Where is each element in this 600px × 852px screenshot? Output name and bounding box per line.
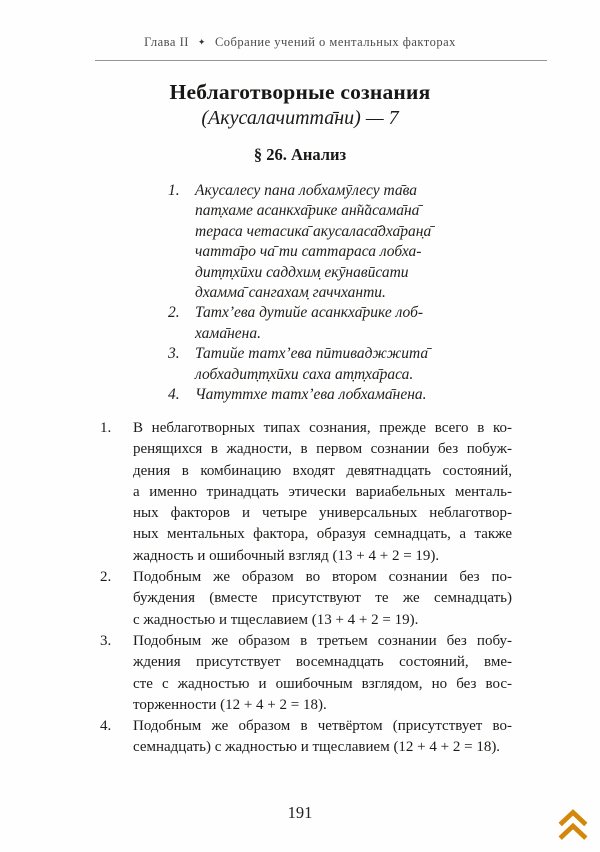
pali-line: тераса четасика̄ акусаласа̄дха̄ран̣а̄	[195, 222, 432, 240]
analysis-line: Подобным же образом во втором сознании без по-	[133, 569, 512, 586]
pali-line: Татийе татх’ева пӣтиваджжита̄	[195, 345, 429, 363]
pali-line: Акусалесу пана лобхамӯлесу та̄ва	[195, 182, 418, 199]
analysis-line: с жадностью и тщеславием (13 + 4 + 2 = 19).	[133, 611, 419, 628]
analysis-line: Подобным же образом в четвёртом (присутствует во-	[133, 718, 512, 735]
pali-line: хама̄нена.	[195, 324, 261, 342]
analysis-item-text	[133, 418, 512, 567]
list-number: 2.	[168, 304, 180, 322]
analysis-item-2	[100, 567, 512, 631]
analysis-line: ных ментальных фактора, образуя семнадцать, а также	[133, 526, 512, 543]
analysis-line: сте с жадностью и ошибочным взглядом, но без вос-	[133, 675, 512, 692]
pali-line: дхамма̄ сангахам̣ гаччханти.	[195, 284, 386, 302]
running-header	[0, 35, 600, 50]
chapter-label: Глава II	[144, 35, 189, 49]
analysis-line: семнадцать) с жадностью и тщеславием (12 + 4 + 2 = 18).	[133, 739, 501, 756]
list-number: 1.	[168, 182, 180, 199]
page-number: 191	[287, 803, 313, 822]
pali-item-2	[168, 303, 450, 344]
pali-line: пат̣хаме асанкха̄рике ан̃н̃асама̄на̄	[195, 202, 420, 220]
analysis-line: дения в комбинацию входят девятнадцать состояний,	[133, 462, 512, 479]
scroll-to-top-button[interactable]	[551, 804, 595, 848]
analysis-list	[100, 418, 512, 759]
analysis-line: ренящихся в жадности, в первом сознании без побуж-	[133, 441, 512, 458]
header-rule-divider	[95, 60, 547, 61]
list-number: 1.	[100, 420, 112, 436]
analysis-line: ных факторов и четыре универсальных неблаготвор-	[133, 505, 512, 522]
pali-item-text	[195, 181, 450, 303]
analysis-line: торженности (12 + 4 + 2 = 18).	[133, 696, 327, 713]
list-number: 3.	[168, 345, 180, 363]
analysis-line: В неблаготворных типах сознания, прежде всего в ко-	[133, 420, 512, 436]
analysis-item-3	[100, 631, 512, 716]
pali-line: лобхадит̣т̣хӣхи саха ат̣т̣ха̄раса.	[195, 365, 414, 383]
pali-line: дит̣т̣хӣхи саддхим̣ екӯнавӣсати	[195, 263, 409, 281]
pali-line: чатта̄ро ча̄ ти саттараса лобха-	[195, 243, 422, 261]
pali-item-3	[168, 344, 450, 385]
page-title: Неблаготворные сознания	[169, 80, 431, 104]
analysis-line: жадность и ошибочный взгляд (13 + 4 + 2 = 19).	[133, 547, 440, 564]
pali-item-4	[168, 385, 450, 405]
analysis-line: ждения присутствует восемнадцать состояний, вме-	[133, 654, 512, 671]
list-number: 4.	[168, 386, 180, 404]
analysis-item-text	[133, 716, 512, 759]
pali-line: Чатуттхе татх’ева лобхама̄нена.	[195, 386, 427, 404]
analysis-item-text	[133, 567, 512, 631]
analysis-item-4	[100, 716, 512, 759]
pali-item-text	[195, 385, 450, 405]
section-heading: § 26. Анализ	[253, 145, 347, 164]
analysis-item-1	[100, 418, 512, 567]
chapter-title: Собрание учений о ментальных факторах	[214, 35, 456, 49]
chevron-double-up-icon	[551, 804, 595, 848]
pali-quote-list	[168, 181, 450, 405]
analysis-item-text	[133, 631, 512, 716]
analysis-line: а именно тринадцать этически вариабельных менталь-	[133, 483, 512, 500]
analysis-line: буждения (вместе присутствуют те же семнадцать)	[133, 590, 512, 607]
pali-item-text	[195, 303, 450, 344]
list-number: 4.	[100, 718, 112, 735]
pali-item-1	[168, 181, 450, 303]
page-subtitle-pali: (Акусалачитта̄ни) — 7	[201, 107, 399, 129]
list-number: 2.	[100, 569, 112, 586]
pali-item-text	[195, 344, 450, 385]
pali-line: Татх’ева дутийе асанкха̄рике лоб-	[195, 304, 424, 322]
analysis-line: Подобным же образом в третьем сознании без побу-	[133, 632, 512, 649]
list-number: 3.	[100, 632, 112, 649]
diamond-separator-icon: ✦	[197, 37, 206, 47]
